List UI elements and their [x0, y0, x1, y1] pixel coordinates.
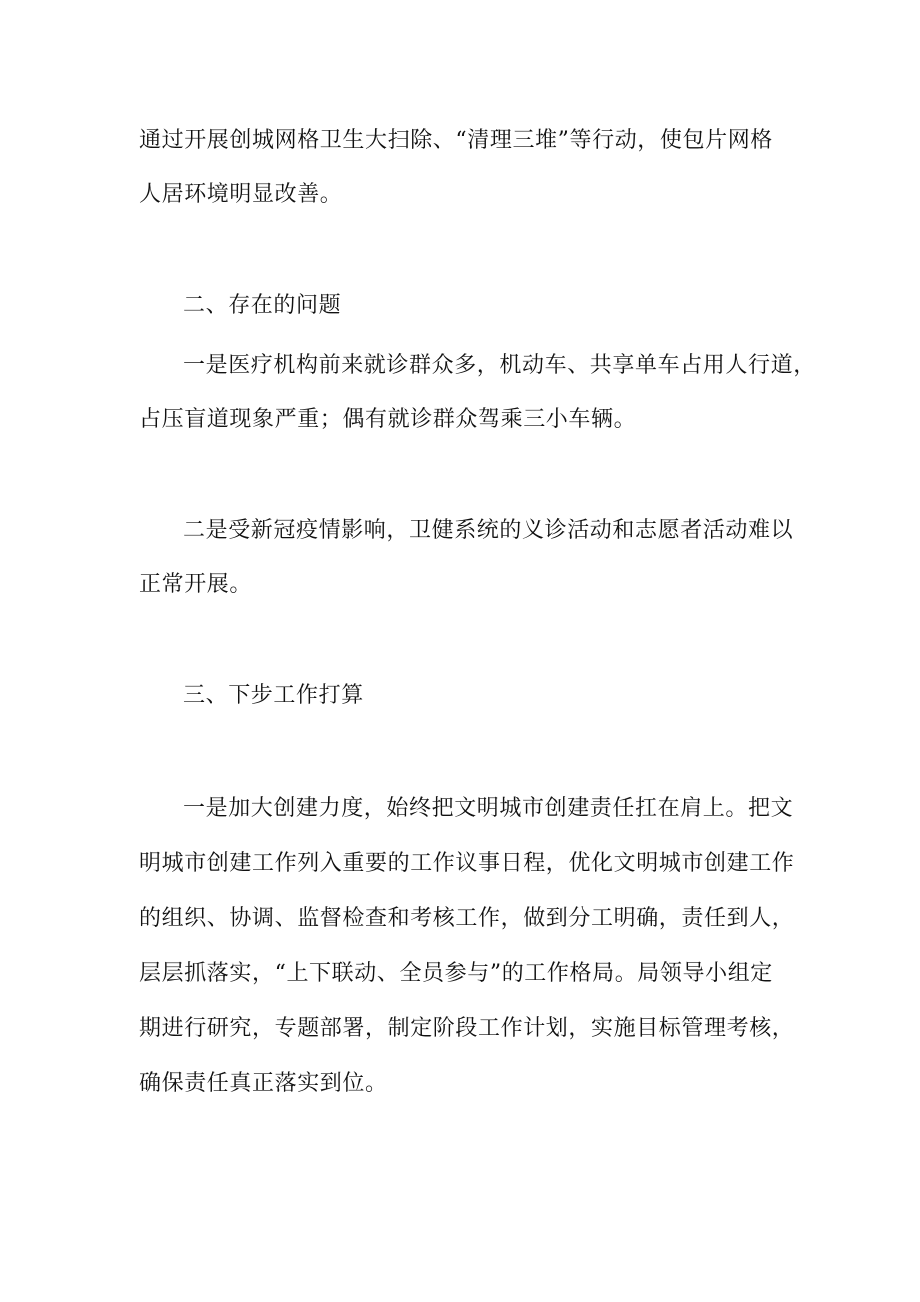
paragraph-2-line-2: 占压盲道现象严重；偶有就诊群众驾乘三小车辆。	[139, 407, 637, 432]
paragraph-3-line-2: 正常开展。	[139, 572, 253, 597]
paragraph-4-line-1: 一是加大创建力度，始终把文明城市创建责任扛在肩上。把文	[183, 796, 794, 821]
section-3-heading: 三、下步工作打算	[183, 683, 364, 708]
paragraph-4-line-2: 明城市创建工作列入重要的工作议事日程，优化文明城市创建工作	[139, 851, 795, 876]
paragraph-4-line-6: 确保责任真正落实到位。	[139, 1071, 388, 1096]
paragraph-1-line-1: 通过开展创城网格卫生大扫除、“清理三堆”等行动，使包片网格	[139, 128, 773, 153]
section-2-heading: 二、存在的问题	[183, 293, 342, 318]
paragraph-3-line-1: 二是受新冠疫情影响，卫健系统的义诊活动和志愿者活动难以	[183, 518, 794, 543]
paragraph-2-line-1: 一是医疗机构前来就诊群众多，机动车、共享单车占用人行道，	[183, 353, 816, 378]
paragraph-1-line-2: 人居环境明显改善。	[139, 182, 343, 207]
paragraph-4-line-3: 的组织、协调、监督检查和考核工作，做到分工明确，责任到人，	[139, 906, 795, 931]
paragraph-4-line-4: 层层抓落实，“上下联动、全员参与”的工作格局。局领导小组定	[139, 961, 773, 986]
paragraph-4-line-5: 期进行研究，专题部署，制定阶段工作计划，实施目标管理考核，	[139, 1016, 795, 1041]
